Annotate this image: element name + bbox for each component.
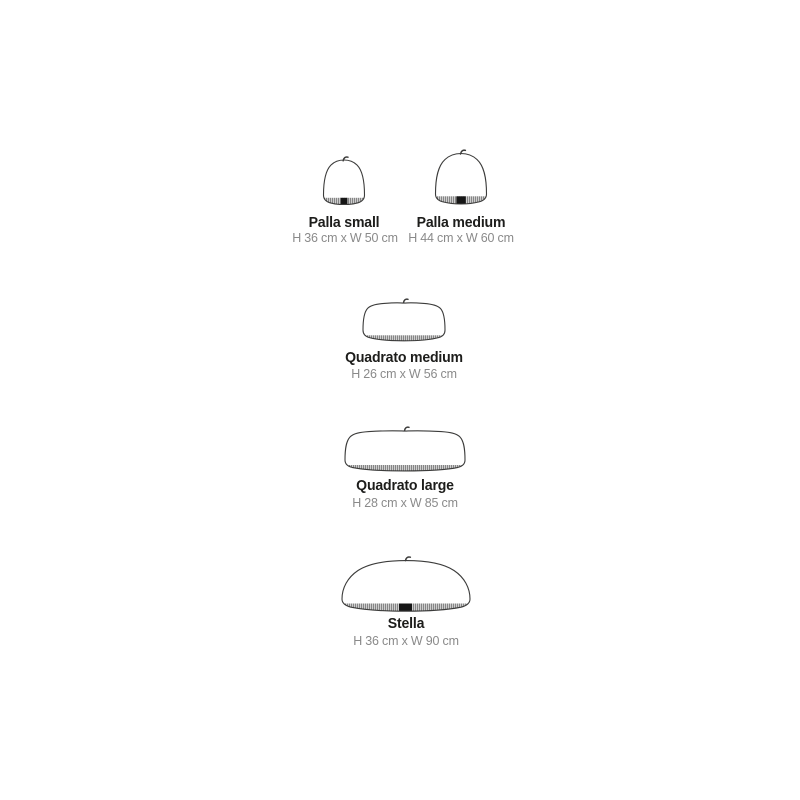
stella-illustration — [339, 553, 473, 612]
product-dimensions-stella: H 36 cm x W 90 cm — [353, 633, 459, 648]
product-dimensions-palla-small: H 36 cm x W 50 cm — [292, 230, 398, 245]
product-name-stella: Stella — [387, 615, 425, 632]
hang-tag-icon — [404, 299, 409, 302]
hang-tag-icon — [406, 557, 411, 561]
product-dimensions-quadrato-medium: H 26 cm x W 56 cm — [351, 366, 457, 381]
product-name-quadrato-large: Quadrato large — [356, 477, 454, 494]
product-dimensions-palla-medium: H 44 cm x W 60 cm — [408, 230, 514, 245]
product-name-palla-medium: Palla medium — [416, 214, 506, 231]
hang-tag-icon — [405, 427, 410, 430]
quadrato-large-illustration — [341, 423, 469, 473]
pouf-body — [363, 303, 445, 341]
quadrato-medium-illustration — [359, 295, 449, 343]
base-band — [323, 198, 365, 205]
product-name-quadrato-medium: Quadrato medium — [345, 349, 463, 366]
product-dimensions-quadrato-large: H 28 cm x W 85 cm — [352, 495, 458, 510]
product-name-palla-small: Palla small — [308, 214, 380, 231]
palla-small-illustration — [320, 152, 368, 205]
base-band-notch — [341, 198, 348, 205]
pouf-body — [345, 431, 465, 471]
palla-medium-illustration — [431, 146, 491, 205]
